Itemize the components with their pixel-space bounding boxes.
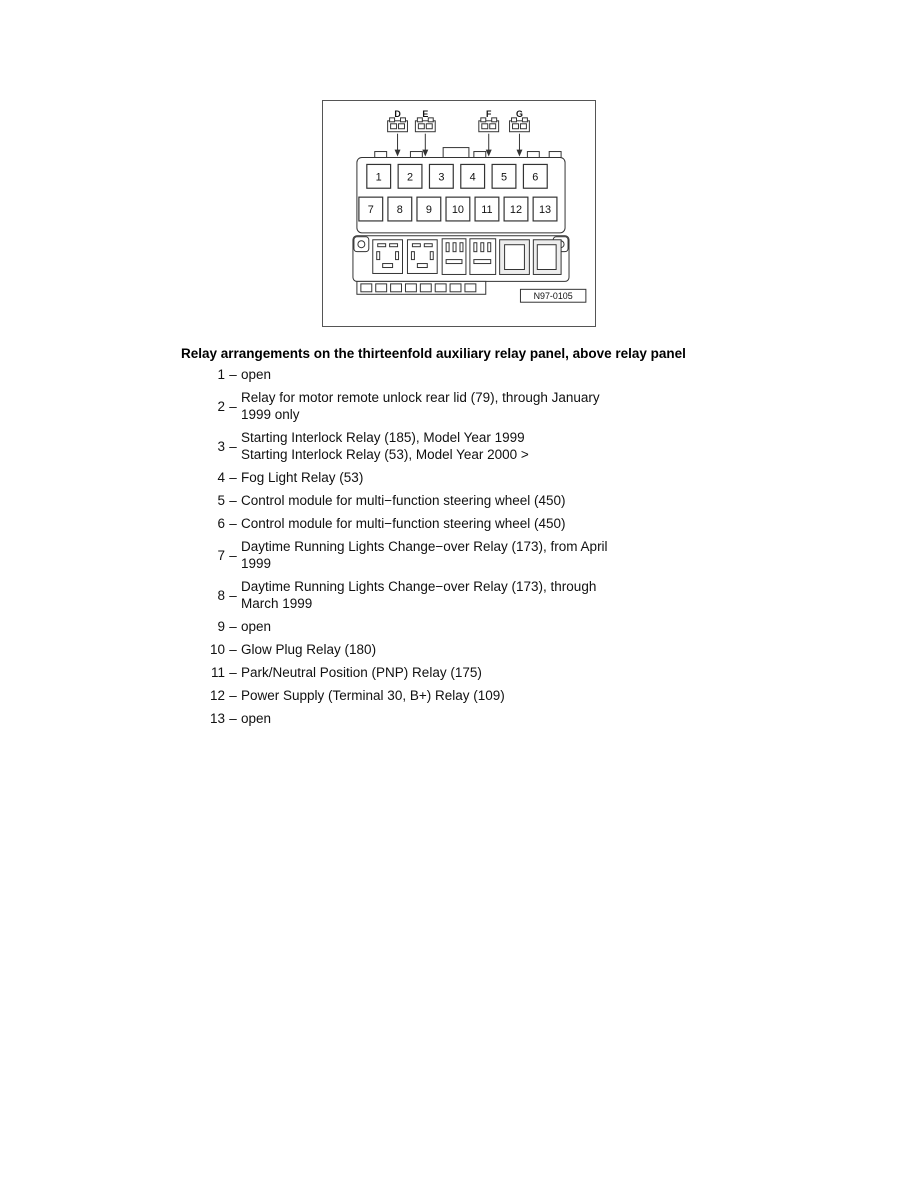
legend-item-text: open (241, 619, 272, 634)
legend-item-number: 6 (217, 516, 225, 531)
legend-item-text: Starting Interlock Relay (185), Model Year 1999 Starting Interlock Relay (53), Model Year 2000 > (241, 430, 529, 462)
terminal-strip (357, 281, 486, 294)
legend-list (181, 366, 801, 733)
relay-slot-number: 3 (438, 171, 445, 184)
legend-item-number: 7 (217, 547, 225, 563)
legend-item (181, 641, 801, 658)
connector-g (510, 109, 530, 157)
legend-item-text: open (241, 367, 272, 382)
legend-item-dash: – (229, 665, 237, 680)
legend-item-number: 3 (217, 438, 225, 454)
legend-item-number: 5 (217, 493, 225, 508)
legend-item-dash: – (229, 619, 237, 634)
legend-item (181, 538, 801, 572)
lower-socket-assembly (353, 236, 569, 282)
legend-item-number: 2 (217, 398, 225, 414)
relay-slot-number: 11 (481, 204, 493, 217)
relay-slot-number: 7 (367, 204, 374, 217)
legend-item-text: Control module for multi−function steering wheel (450) (241, 516, 566, 531)
relay-slot-number: 5 (500, 171, 508, 184)
legend-item (181, 664, 801, 681)
legend-item-dash: – (229, 516, 237, 531)
legend-item-dash: – (229, 470, 237, 485)
connector-label: E (422, 108, 429, 119)
connector-label: G (515, 108, 523, 119)
legend-item-text: Park/Neutral Position (PNP) Relay (175) (241, 665, 482, 680)
relay-slot-row-bottom (359, 197, 557, 221)
connector-label: D (394, 108, 401, 119)
connector-f (479, 109, 499, 157)
legend-item-dash: – (229, 587, 237, 603)
legend-item (181, 366, 801, 383)
relay-slot-number: 13 (538, 204, 552, 217)
legend-item-number: 12 (209, 688, 225, 703)
figure-code (520, 289, 585, 302)
legend-item-dash: – (229, 398, 237, 414)
legend-item-text: Daytime Running Lights Change−over Relay (173), through March 1999 (241, 579, 597, 611)
legend-item (181, 687, 801, 704)
legend-item-dash: – (229, 547, 237, 563)
legend-item-number: 13 (209, 711, 225, 726)
relay-slot-number: 4 (469, 171, 476, 184)
connector-d (388, 109, 408, 157)
legend-item (181, 389, 801, 423)
legend-item-number: 8 (217, 587, 225, 603)
legend-item-dash: – (229, 367, 237, 382)
connector-e (415, 109, 435, 157)
relay-panel-diagram (323, 101, 595, 326)
legend-item (181, 618, 801, 635)
legend-item-number: 10 (209, 642, 225, 657)
relay-slot-number: 10 (451, 204, 464, 217)
legend-item-number: 11 (210, 665, 225, 680)
legend-item-text: Glow Plug Relay (180) (241, 642, 377, 657)
relay-slot-number: 9 (425, 204, 432, 217)
legend-item-number: 4 (217, 470, 225, 485)
legend-item (181, 710, 801, 727)
figure-code-label: N97-0105 (533, 291, 573, 302)
relay-slot-number: 1 (375, 171, 382, 184)
legend-item-dash: – (229, 688, 237, 703)
legend-item-text: Control module for multi−function steering wheel (450) (241, 493, 566, 508)
legend-item-dash: – (229, 711, 237, 726)
legend-item-text: Power Supply (Terminal 30, B+) Relay (109) (241, 688, 505, 703)
relay-panel-figure (322, 100, 596, 327)
legend-item (181, 578, 801, 612)
legend-item-number: 1 (217, 367, 225, 382)
connector-label: F (486, 108, 492, 119)
legend-item-dash: – (229, 438, 237, 454)
relay-slot-number: 8 (396, 204, 403, 217)
legend-item-number: 9 (217, 619, 225, 634)
legend-item (181, 492, 801, 509)
legend-item-dash: – (229, 493, 237, 508)
legend-item-text: open (241, 711, 272, 726)
legend-item-text: Relay for motor remote unlock rear lid (79), through January 1999 only (241, 390, 600, 422)
figure-caption: Relay arrangements on the thirteenfold auxiliary relay panel, above relay panel (181, 346, 686, 361)
legend-item (181, 469, 801, 486)
legend-item (181, 429, 801, 463)
relay-slot-number: 12 (509, 204, 523, 217)
legend-item (181, 515, 801, 532)
legend-item-text: Daytime Running Lights Change−over Relay (173), from April 1999 (241, 539, 608, 571)
legend-item-dash: – (229, 642, 237, 657)
legend-item-text: Fog Light Relay (53) (241, 470, 364, 485)
relay-slot-number: 2 (407, 171, 414, 184)
relay-slot-number: 6 (532, 171, 539, 184)
